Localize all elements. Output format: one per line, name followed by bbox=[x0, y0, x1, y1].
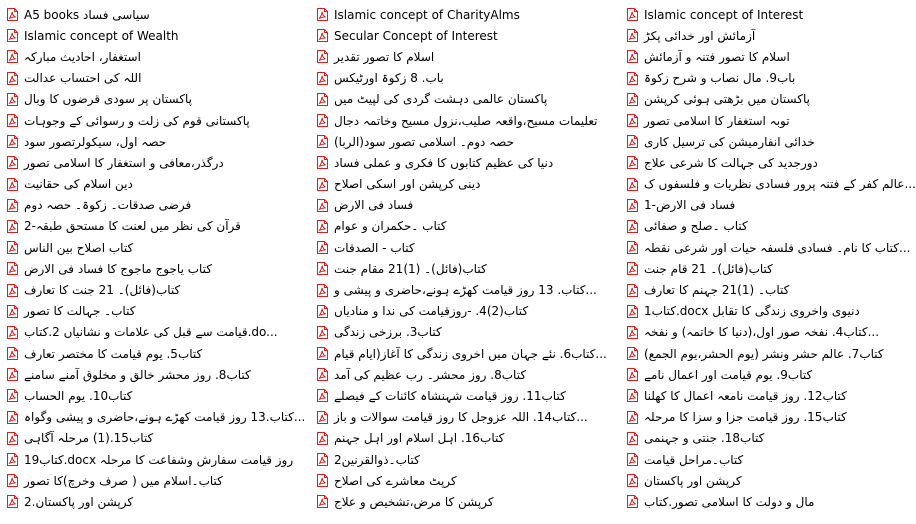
file-item[interactable] bbox=[0, 110, 310, 131]
pdf-file-icon bbox=[7, 50, 18, 63]
pdf-file-icon bbox=[317, 453, 328, 466]
file-name: کتاب۔ذوالقرنین2 bbox=[334, 452, 420, 467]
pdf-file-icon bbox=[7, 305, 18, 318]
pdf-file-icon bbox=[627, 411, 638, 424]
pdf-file-icon bbox=[7, 178, 18, 191]
file-item[interactable] bbox=[620, 237, 913, 258]
file-name: فساد فی الارض-1 bbox=[644, 198, 736, 213]
file-name: کتاب15.(1) مرحلہ آگاہی bbox=[24, 431, 154, 446]
file-item[interactable] bbox=[0, 364, 310, 385]
file-name: کتاب12. روز قیامت نامعہ اعمال کا کھلنا bbox=[644, 388, 847, 403]
file-name: باب9. مال نصاب و شرح زکوۃ bbox=[644, 71, 796, 86]
file-item[interactable] bbox=[620, 25, 913, 46]
pdf-file-icon bbox=[7, 347, 18, 360]
pdf-file-icon bbox=[627, 199, 638, 212]
file-item[interactable] bbox=[310, 68, 620, 89]
pdf-file-icon bbox=[7, 72, 18, 85]
file-item[interactable] bbox=[0, 322, 310, 343]
pdf-file-icon bbox=[627, 72, 638, 85]
pdf-file-icon bbox=[7, 453, 18, 466]
file-name: عالم کفر کے فتنہ پرور فسادی نظریات و فلسفوں ک... bbox=[644, 177, 916, 192]
file-name: کتاب15. روز قیامت جزا و سزا کا مرحلہ bbox=[644, 410, 847, 425]
pdf-file-icon bbox=[317, 8, 328, 21]
pdf-file-icon bbox=[627, 241, 638, 254]
pdf-file-icon bbox=[7, 29, 18, 42]
file-item[interactable] bbox=[310, 322, 620, 343]
pdf-file-icon bbox=[317, 432, 328, 445]
file-name: کتاب8. روز محشر خالق و مخلوق آمنے سامنے bbox=[24, 367, 251, 382]
file-name: پاکستان میں بڑھتی ہوئی کرپشن bbox=[644, 92, 810, 107]
file-name: کتاب(فائل)۔ (1)21 مقام جنت bbox=[334, 261, 487, 276]
pdf-file-icon bbox=[7, 241, 18, 254]
file-item[interactable] bbox=[620, 174, 916, 195]
file-name: کتاب. 13 روز قیامت کھڑے ہونے،حاضری و پیشی و... bbox=[334, 283, 597, 298]
file-name: کتاب11. روز قیامت شہنشاہ کائنات کے فیصلے bbox=[334, 388, 566, 403]
file-name: کتاب کا نام۔ فسادی فلسفہ حیات اور شرعی نقطہ... bbox=[644, 240, 911, 255]
pdf-file-icon bbox=[7, 135, 18, 148]
pdf-file-icon bbox=[317, 50, 328, 63]
file-item[interactable] bbox=[0, 174, 310, 195]
file-name: کتاب ۔صلح و صفائی bbox=[644, 219, 748, 234]
pdf-file-icon bbox=[317, 199, 328, 212]
file-name: کتاب.13 روز قیامت کھڑے ہونے،حاضری و پیشی وگواہ... bbox=[24, 410, 306, 425]
file-item[interactable] bbox=[620, 322, 913, 343]
pdf-file-icon bbox=[627, 178, 638, 191]
file-name: کتاب10. یوم الحساب bbox=[24, 388, 133, 403]
pdf-file-icon bbox=[317, 326, 328, 339]
file-item[interactable] bbox=[310, 470, 620, 491]
file-name: کتاب(فائل)۔ 21 قام جنت bbox=[644, 261, 773, 276]
pdf-file-icon bbox=[317, 135, 328, 148]
pdf-file-icon bbox=[317, 411, 328, 424]
file-item[interactable] bbox=[620, 68, 913, 89]
file-name: پاکستانی قوم کی زلت و رسوائی کے وجوہات bbox=[24, 113, 250, 128]
file-name: توبہ استغفار کا اسلامی تصور bbox=[644, 113, 790, 128]
file-name: باب. 8 زکوۃ اورٹیکس bbox=[334, 71, 444, 86]
file-name: کتاب14. اللہ عزوجل کا روز قیامت سوالات و باز... bbox=[334, 410, 588, 425]
file-item[interactable] bbox=[310, 110, 620, 131]
pdf-file-icon bbox=[317, 72, 328, 85]
file-name: کتاب16. اہل اسلام اور اہل جہنم bbox=[334, 431, 505, 446]
pdf-file-icon bbox=[7, 368, 18, 381]
file-item[interactable] bbox=[620, 407, 913, 428]
file-name: دنیا کی عظیم کتابوں کا فکری و عملی فساد bbox=[334, 155, 554, 170]
file-item[interactable] bbox=[310, 449, 620, 470]
file-item[interactable] bbox=[0, 195, 310, 216]
file-item[interactable] bbox=[0, 89, 310, 110]
file-item[interactable] bbox=[620, 216, 913, 237]
file-item[interactable] bbox=[0, 25, 310, 46]
pdf-file-icon bbox=[317, 29, 328, 42]
file-name: کتاب9. یوم قیامت اور اعمال نامے bbox=[644, 367, 813, 382]
file-name: کتاب۔مراحل قیامت bbox=[644, 452, 744, 467]
pdf-file-icon bbox=[317, 474, 328, 487]
file-name: کتاب7. عالم حشر ونشر (یوم الحشر،یوم الجمع) bbox=[644, 346, 884, 361]
file-name: کتاب3. برزخی زندگی bbox=[334, 325, 442, 340]
file-name: کتاب ۔حکمران و عوام bbox=[334, 219, 447, 234]
file-item[interactable] bbox=[620, 385, 913, 406]
file-name: کتاب(2)4. -روزقیامت کی ندا و منادیاں bbox=[334, 304, 529, 319]
file-name: کتاب8. روز محشر۔ رب عظیم کی آمد bbox=[334, 367, 527, 382]
pdf-file-icon bbox=[317, 347, 328, 360]
file-item[interactable] bbox=[620, 343, 913, 364]
pdf-file-icon bbox=[7, 389, 18, 402]
file-name: کتاب19.docx روز قیامت سفارش وشفاعت کا مرحلہ bbox=[24, 452, 294, 467]
pdf-file-icon bbox=[627, 8, 638, 21]
file-name: دورجدید کی جہالت کا شرعی علاج bbox=[644, 155, 818, 170]
pdf-file-icon bbox=[627, 495, 638, 508]
pdf-file-icon bbox=[627, 93, 638, 106]
file-item[interactable] bbox=[0, 4, 310, 25]
file-item[interactable] bbox=[310, 364, 620, 385]
pdf-file-icon bbox=[627, 156, 638, 169]
pdf-file-icon bbox=[317, 305, 328, 318]
file-item[interactable] bbox=[620, 46, 913, 67]
file-item[interactable] bbox=[620, 470, 913, 491]
file-item[interactable] bbox=[0, 131, 310, 152]
pdf-file-icon bbox=[317, 368, 328, 381]
file-item[interactable] bbox=[310, 216, 620, 237]
file-item[interactable] bbox=[620, 110, 913, 131]
file-item[interactable] bbox=[0, 343, 310, 364]
file-name: مال و دولت کا اسلامی تصور.کتاب bbox=[644, 494, 815, 509]
pdf-file-icon bbox=[627, 262, 638, 275]
file-item[interactable] bbox=[310, 131, 620, 152]
file-name: A5 books سیاسی فساد bbox=[24, 7, 150, 22]
file-item[interactable] bbox=[620, 195, 913, 216]
file-item[interactable] bbox=[310, 385, 620, 406]
file-item[interactable] bbox=[0, 258, 310, 279]
file-name: خدائی انفارمیشن کی ترسیل کاری bbox=[644, 134, 815, 149]
file-item[interactable] bbox=[620, 89, 913, 110]
file-name: Islamic concept of CharityAlms bbox=[334, 7, 520, 22]
file-name: کتاب - الصدقات bbox=[334, 240, 415, 255]
file-name: اسلام کا تصور فتنہ و آزمائش bbox=[644, 49, 790, 64]
pdf-file-icon bbox=[7, 8, 18, 21]
file-name: کرپشن اور پاکستان bbox=[644, 473, 742, 488]
pdf-file-icon bbox=[7, 326, 18, 339]
pdf-file-icon bbox=[7, 284, 18, 297]
file-item[interactable] bbox=[310, 301, 620, 322]
file-item[interactable] bbox=[0, 385, 310, 406]
file-name: درگذر،معافی و استغفار کا اسلامی تصور bbox=[24, 155, 224, 170]
pdf-file-icon bbox=[7, 114, 18, 127]
file-name: اسلام کا تصور تقدیر bbox=[334, 49, 435, 64]
file-name: کتاب(فائل)۔ 21 جنت کا تعارف bbox=[24, 283, 181, 298]
pdf-file-icon bbox=[317, 284, 328, 297]
file-item[interactable] bbox=[310, 4, 620, 25]
file-item[interactable] bbox=[620, 364, 913, 385]
file-list bbox=[0, 4, 916, 524]
pdf-file-icon bbox=[627, 326, 638, 339]
pdf-file-icon bbox=[627, 453, 638, 466]
file-name: دینی کرپشن اور اسکی اصلاح bbox=[334, 177, 481, 192]
file-item[interactable] bbox=[310, 46, 620, 67]
pdf-file-icon bbox=[317, 389, 328, 402]
file-item[interactable] bbox=[310, 343, 620, 364]
file-name: تعلیمات مسیح،واقعہ صلیب،نزول مسیح وخاتمہ دجال bbox=[334, 113, 598, 128]
file-item[interactable] bbox=[0, 152, 310, 173]
file-name: کتاب18. جنتی و جہنمی bbox=[644, 431, 765, 446]
file-item[interactable] bbox=[620, 131, 913, 152]
file-item[interactable] bbox=[310, 25, 620, 46]
file-name: کتاب اصلاح بین الناس bbox=[24, 240, 134, 255]
file-item[interactable] bbox=[620, 449, 913, 470]
file-name: پاکستان پر سودی قرضوں کا وبال bbox=[24, 92, 192, 107]
file-item[interactable] bbox=[0, 279, 310, 300]
pdf-file-icon bbox=[7, 495, 18, 508]
file-item[interactable] bbox=[0, 68, 310, 89]
pdf-file-icon bbox=[317, 156, 328, 169]
pdf-file-icon bbox=[317, 114, 328, 127]
pdf-file-icon bbox=[7, 262, 18, 275]
file-item[interactable] bbox=[310, 428, 620, 449]
pdf-file-icon bbox=[627, 432, 638, 445]
pdf-file-icon bbox=[627, 114, 638, 127]
file-name: کرپٹ معاشرے کی اصلاح bbox=[334, 473, 457, 488]
pdf-file-icon bbox=[627, 347, 638, 360]
file-item[interactable] bbox=[0, 491, 310, 512]
file-name: آزمائش اور خدائی پکڑ bbox=[644, 28, 756, 43]
file-item[interactable] bbox=[0, 428, 310, 449]
file-name: فرضی صدقات۔ زکوۃ۔ حصہ دوم bbox=[24, 198, 192, 213]
file-item[interactable] bbox=[310, 258, 620, 279]
file-item[interactable] bbox=[620, 4, 913, 25]
file-item[interactable] bbox=[310, 237, 620, 258]
file-item[interactable] bbox=[620, 428, 913, 449]
pdf-file-icon bbox=[317, 93, 328, 106]
file-name: کرپشن کا مرض،تشخیص و علاج bbox=[334, 494, 494, 509]
file-name: کتاب۔ (1)21 جہنم کا تعارف bbox=[644, 283, 790, 298]
file-name: دین اسلام کی حقانیت bbox=[24, 177, 133, 192]
pdf-file-icon bbox=[627, 29, 638, 42]
pdf-file-icon bbox=[317, 241, 328, 254]
file-name: پاکستان عالمی دہشت گردی کی لپیٹ میں bbox=[334, 92, 548, 107]
file-name: قرآن کی نظر میں لعنت کا مستحق طبقہ-2 bbox=[24, 219, 241, 234]
pdf-file-icon bbox=[7, 156, 18, 169]
file-item[interactable] bbox=[0, 216, 310, 237]
pdf-file-icon bbox=[627, 368, 638, 381]
file-item[interactable] bbox=[310, 407, 620, 428]
pdf-file-icon bbox=[627, 220, 638, 233]
file-item[interactable] bbox=[620, 152, 913, 173]
pdf-file-icon bbox=[317, 495, 328, 508]
file-name: Islamic concept of Wealth bbox=[24, 28, 179, 43]
pdf-file-icon bbox=[7, 220, 18, 233]
pdf-file-icon bbox=[627, 474, 638, 487]
file-name: کتاب یاجوج ماجوج کا فساد فی الارض bbox=[24, 261, 213, 276]
pdf-file-icon bbox=[627, 389, 638, 402]
file-item[interactable] bbox=[0, 449, 310, 470]
pdf-file-icon bbox=[627, 135, 638, 148]
file-name: کتاب۔اسلام میں ( صرف وخرچ)کا تصور bbox=[24, 473, 223, 488]
file-item[interactable] bbox=[0, 46, 310, 67]
file-name: استغفار، احادیث مبارکہ bbox=[24, 49, 141, 64]
file-item[interactable] bbox=[620, 301, 913, 322]
file-item[interactable] bbox=[310, 195, 620, 216]
file-name: کرپشن اور پاکستان.2 bbox=[24, 494, 134, 509]
file-name: حصہ دوم۔ اسلامی تصور سود(الربا) bbox=[334, 134, 514, 149]
pdf-file-icon bbox=[7, 411, 18, 424]
file-item[interactable] bbox=[0, 470, 310, 491]
file-name: Islamic concept of Interest bbox=[644, 7, 804, 22]
pdf-file-icon bbox=[627, 50, 638, 63]
file-item[interactable] bbox=[0, 301, 310, 322]
pdf-file-icon bbox=[7, 474, 18, 487]
file-name: کتاب۔ جہالت کا تصور bbox=[24, 304, 136, 319]
file-item[interactable] bbox=[620, 258, 913, 279]
file-name: فساد فی الارض bbox=[334, 198, 414, 213]
file-name: Secular Concept of Interest bbox=[334, 28, 498, 43]
file-name: قیامت سے قبل کی علامات و نشانیاں 2.کتاب.do... bbox=[24, 325, 278, 340]
pdf-file-icon bbox=[627, 305, 638, 318]
file-name: کتاب6. نئے جہان میں اخروی زندگی کا آغاز(ایام قیام... bbox=[334, 346, 607, 361]
file-name: کتاب1.docx دنیوی واخروی زندگی کا تقابل bbox=[644, 304, 860, 319]
pdf-file-icon bbox=[627, 284, 638, 297]
pdf-file-icon bbox=[317, 262, 328, 275]
pdf-file-icon bbox=[317, 178, 328, 191]
pdf-file-icon bbox=[317, 220, 328, 233]
file-name: اللہ کی احتساب عدالت bbox=[24, 71, 142, 86]
pdf-file-icon bbox=[7, 432, 18, 445]
file-item[interactable] bbox=[620, 279, 913, 300]
file-name: حصہ اول، سیکولرتصور سود bbox=[24, 134, 167, 149]
pdf-file-icon bbox=[7, 199, 18, 212]
file-item[interactable] bbox=[0, 237, 310, 258]
file-item[interactable] bbox=[310, 89, 620, 110]
file-name: کتاب5. یوم قیامت کا مختصر تعارف bbox=[24, 346, 203, 361]
pdf-file-icon bbox=[7, 93, 18, 106]
file-item[interactable] bbox=[620, 491, 913, 512]
file-name: کتاب4. نفخہ صور اول،(دنیا کا خاتمہ) و نفخہ... bbox=[644, 325, 880, 340]
file-item[interactable] bbox=[310, 174, 620, 195]
file-item[interactable] bbox=[310, 279, 620, 300]
file-item[interactable] bbox=[0, 407, 310, 428]
file-item[interactable] bbox=[310, 152, 620, 173]
file-item[interactable] bbox=[310, 491, 620, 512]
